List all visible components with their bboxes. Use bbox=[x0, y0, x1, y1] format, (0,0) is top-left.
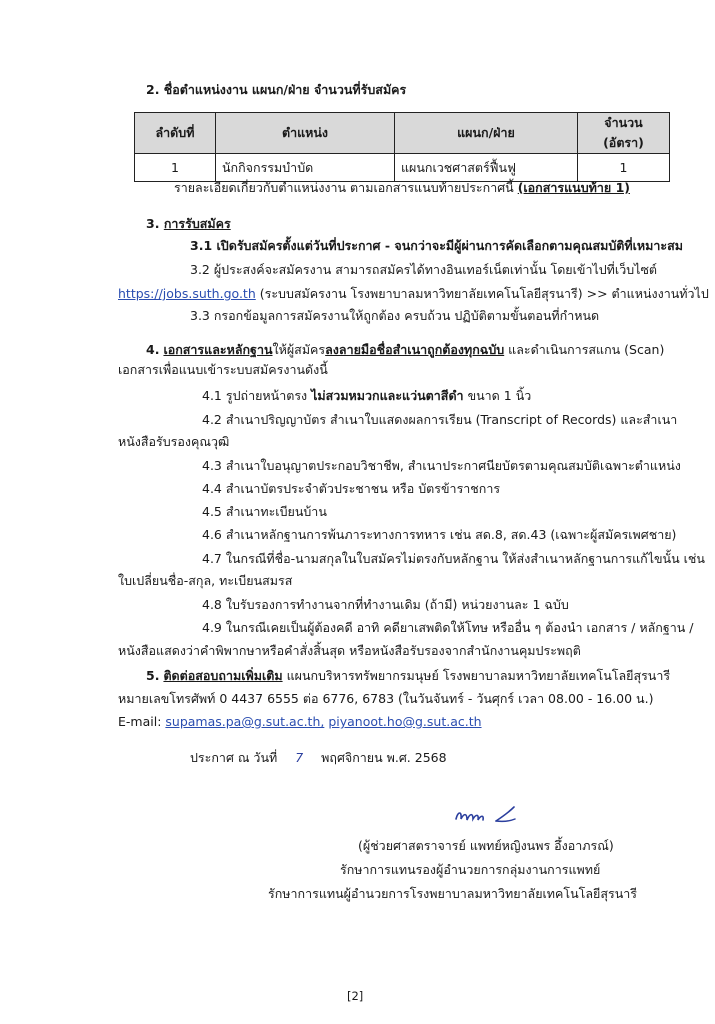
table-cell: 1 bbox=[578, 154, 670, 182]
table-cell: นักกิจกรรมบำบัด bbox=[216, 154, 395, 182]
section3-number: 3. bbox=[146, 216, 160, 231]
attachment-link[interactable]: (เอกสารแนบท้าย 1) bbox=[517, 180, 630, 195]
table-cell: 1 bbox=[135, 154, 216, 182]
handwritten-signature bbox=[452, 803, 522, 829]
section3-heading bbox=[146, 214, 231, 234]
section4-item6: 4.6 สำเนาหลักฐานการพ้นภาระทางการทหาร เช่น สด.8, สด.43 (เฉพาะผู้สมัครเพศชาย) bbox=[202, 527, 677, 542]
section4-item3: 4.3 สำเนาใบอนุญาตประกอบวิชาชีพ, สำเนาประกาศนียบัตรตามคุณสมบัติเฉพาะตำแหน่ง bbox=[202, 458, 681, 473]
section4-item8: 4.8 ใบรับรองการทำงานจากที่ทำงานเดิม (ถ้ามี) หน่วยงานละ 1 ฉบับ bbox=[202, 597, 569, 612]
section4-intro bbox=[146, 340, 664, 360]
section5-heading bbox=[146, 666, 670, 686]
section5-text-b: หมายเลขโทรศัพท์ 0 4437 6555 ต่อ 6776, 6783 (ในวันจันทร์ - วันศุกร์ เวลา 08.00 - 16.00 น.) bbox=[118, 691, 654, 706]
position-table bbox=[134, 112, 670, 182]
section4-item5: 4.5 สำเนาทะเบียนบ้าน bbox=[202, 504, 327, 519]
item1-bold: ไม่สวมหมวกและแว่นตาสีดำ bbox=[311, 388, 464, 403]
signatory-name: (ผู้ช่วยศาสตราจารย์ แพทย์หญิงนพร อึ้งอาภรณ์) bbox=[358, 838, 614, 853]
table-header: ตำแหน่ง bbox=[216, 113, 395, 154]
section4-item9-a: 4.9 ในกรณีเคยเป็นผู้ต้องคดี อาทิ คดียาเสพติดให้โทษ หรืออื่น ๆ ต้องนำ เอกสาร / หลักฐาน / bbox=[202, 620, 694, 635]
section4-item9-b: หนังสือแสดงว่าคำพิพากษาหรือคำสั่งสิ้นสุด หรือหนังสือรับรองจากสำนักงานคุมประพฤติ bbox=[118, 643, 581, 658]
section5-email bbox=[118, 712, 482, 732]
item1-b: ขนาด 1 นิ้ว bbox=[467, 388, 532, 403]
section4-item7-b: ใบเปลี่ยนชื่อ-สกุล, ทะเบียนสมรส bbox=[118, 573, 293, 588]
announce-prefix: ประกาศ ณ วันที่ bbox=[190, 750, 278, 765]
section4-number: 4. bbox=[146, 342, 160, 357]
table-header: จำนวน (อัตรา) bbox=[578, 113, 670, 154]
jobs-url-link[interactable]: https://jobs.suth.go.th bbox=[118, 286, 256, 301]
section4-title: เอกสารและหลักฐาน bbox=[163, 342, 273, 357]
section5-number: 5. bbox=[146, 668, 160, 683]
section4-item2-a: 4.2 สำเนาปริญญาบัตร สำเนาใบแสดงผลการเรียน (Transcript of Records) และสำเนา bbox=[202, 412, 678, 427]
signatory-title-1: รักษาการแทนรองผู้อำนวยการกลุ่มงานการแพทย์ bbox=[340, 862, 601, 877]
section5-text-a: แผนกบริหารทรัพยากรมนุษย์ โรงพยาบาลมหาวิทยาลัยเทคโนโลยีสุรนารี bbox=[286, 668, 671, 683]
table-cell: แผนกเวชศาสตร์ฟื้นฟู bbox=[395, 154, 578, 182]
item1-a: 4.1 รูปถ่ายหน้าตรง bbox=[202, 388, 308, 403]
section5-title: ติดต่อสอบถามเพิ่มเติม bbox=[163, 668, 283, 683]
section3-item1: 3.1 เปิดรับสมัครตั้งแต่วันที่ประกาศ - จนกว่าจะมีผู้ผ่านการคัดเลือกตามคุณสมบัติที่เหมาะสม bbox=[190, 238, 683, 253]
announce-date bbox=[190, 748, 447, 768]
section2-title: 2. ชื่อตำแหน่งงาน แผนก/ฝ่าย จำนวนที่รับสมัคร bbox=[146, 82, 407, 97]
section4-intro-bold: ลงลายมือชื่อสำเนาถูกต้องทุกฉบับ bbox=[325, 342, 505, 357]
signatory-title-2: รักษาการแทนผู้อำนวยการโรงพยาบาลมหาวิทยาลัยเทคโนโลยีสุรนารี bbox=[268, 886, 637, 901]
section3-item2-b bbox=[118, 284, 709, 304]
section4-item1 bbox=[202, 386, 531, 406]
section4-item4: 4.4 สำเนาบัตรประจำตัวประชาชน หรือ บัตรข้าราชการ bbox=[202, 481, 501, 496]
email-link-1[interactable]: supamas.pa@g.sut.ac.th, bbox=[165, 714, 325, 729]
section4-item7-a: 4.7 ในกรณีที่ชื่อ-นามสกุลในใบสมัครไม่ตรงกับหลักฐาน ให้ส่งสำเนาหลักฐานการแก้ไขนั้น เช่น bbox=[202, 551, 705, 566]
section2-note bbox=[174, 178, 630, 198]
section4-intro-a: ให้ผู้สมัคร bbox=[272, 342, 326, 357]
section4-intro-b: และดำเนินการสแกน (Scan) bbox=[508, 342, 665, 357]
section3-item2-a: 3.2 ผู้ประสงค์จะสมัครงาน สามารถสมัครได้ทางอินเทอร์เน็ตเท่านั้น โดยเข้าไปที่เว็บไซต์ bbox=[190, 262, 658, 277]
table-header-row bbox=[135, 113, 670, 154]
email-link-2[interactable]: piyanoot.ho@g.sut.ac.th bbox=[328, 714, 482, 729]
section3-item2-text: (ระบบสมัครงาน โรงพยาบาลมหาวิทยาลัยเทคโนโลยีสุรนารี) >> ตำแหน่งงานทั่วไป bbox=[259, 286, 709, 301]
table-header: ลำดับที่ bbox=[135, 113, 216, 154]
section3-title: การรับสมัคร bbox=[163, 216, 231, 231]
section3-item3: 3.3 กรอกข้อมูลการสมัครงานให้ถูกต้อง ครบถ้วน ปฏิบัติตามขั้นตอนที่กำหนด bbox=[190, 308, 600, 323]
announce-day: 7 bbox=[295, 750, 304, 765]
email-label: E-mail: bbox=[118, 714, 162, 729]
note-text: รายละเอียดเกี่ยวกับตำแหน่งงาน ตามเอกสารแนบท้ายประกาศนี้ bbox=[174, 180, 514, 195]
page-number: [2] bbox=[347, 989, 364, 1003]
table-header: แผนก/ฝ่าย bbox=[395, 113, 578, 154]
section4-item2-b: หนังสือรับรองคุณวุฒิ bbox=[118, 434, 230, 449]
section4-intro-c: เอกสารเพื่อแนบเข้าระบบสมัครงานดังนี้ bbox=[118, 362, 328, 377]
announce-suffix: พฤศจิกายน พ.ศ. 2568 bbox=[321, 750, 447, 765]
